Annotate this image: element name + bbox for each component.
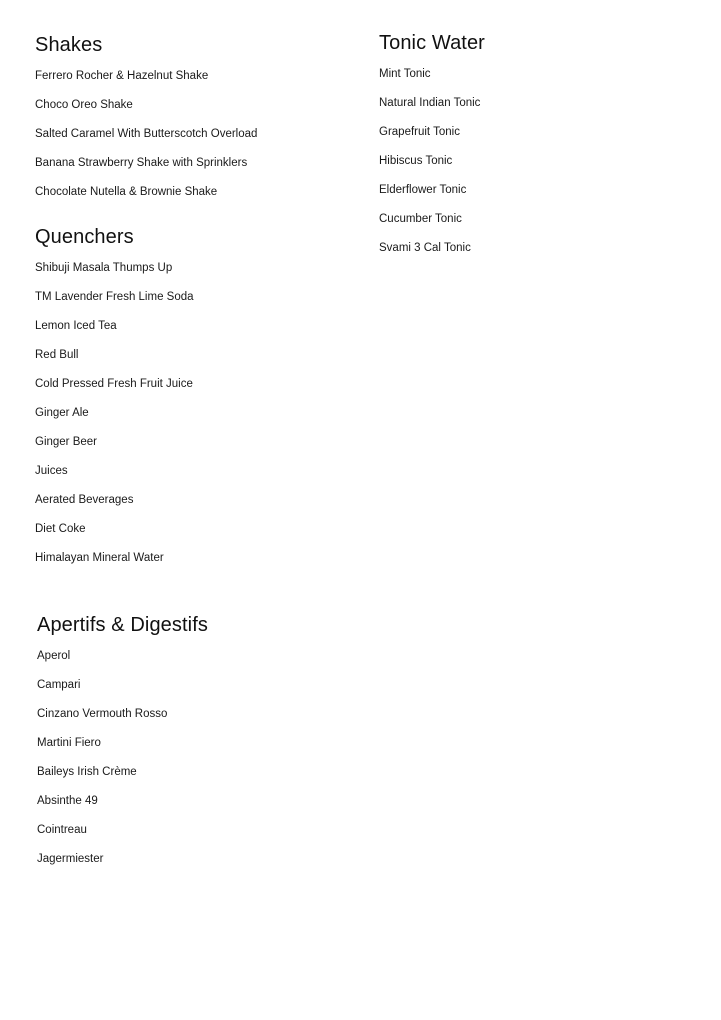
menu-item: Banana Strawberry Shake with Sprinklers <box>35 157 248 169</box>
quenchers-section <box>35 225 194 580</box>
menu-item: Ferrero Rocher & Hazelnut Shake <box>35 70 209 82</box>
menu-list <box>35 261 194 580</box>
menu-item: Elderflower Tonic <box>379 184 467 196</box>
menu-item: Ginger Ale <box>35 407 89 419</box>
menu-item: Shibuji Masala Thumps Up <box>35 262 173 274</box>
menu-item: Ginger Beer <box>35 436 98 448</box>
menu-item: Svami 3 Cal Tonic <box>379 242 471 254</box>
section-title: Apertifs & Digestifs <box>37 614 208 636</box>
menu-item: Cucumber Tonic <box>379 213 462 225</box>
menu-item: Baileys Irish Crème <box>37 766 137 778</box>
tonic-water-section <box>379 31 485 270</box>
section-title: Shakes <box>35 34 103 56</box>
menu-item: Diet Coke <box>35 523 86 535</box>
menu-item: Cointreau <box>37 824 87 836</box>
apertifs-digestifs-section <box>37 613 208 881</box>
menu-item: Juices <box>35 465 68 477</box>
menu-item: Salted Caramel With Butterscotch Overload <box>35 128 258 140</box>
menu-item: Cinzano Vermouth Rosso <box>37 708 168 720</box>
menu-item: Grapefruit Tonic <box>379 126 460 138</box>
section-title: Quenchers <box>35 226 134 248</box>
menu-item: Martini Fiero <box>37 737 101 749</box>
menu-item: Aperol <box>37 650 71 662</box>
menu-item: Hibiscus Tonic <box>379 155 453 167</box>
menu-item: Cold Pressed Fresh Fruit Juice <box>35 378 193 390</box>
menu-item: Chocolate Nutella & Brownie Shake <box>35 186 218 198</box>
shakes-section <box>35 33 257 214</box>
menu-item: Absinthe 49 <box>37 795 98 807</box>
menu-item: TM Lavender Fresh Lime Soda <box>35 291 194 303</box>
menu-item: Himalayan Mineral Water <box>35 552 164 564</box>
section-title: Tonic Water <box>379 32 485 54</box>
menu-item: Choco Oreo Shake <box>35 99 133 111</box>
menu-item: Aerated Beverages <box>35 494 134 506</box>
menu-list <box>37 649 208 881</box>
menu-list <box>35 69 257 214</box>
menu-item: Mint Tonic <box>379 68 431 80</box>
menu-list <box>379 67 485 270</box>
menu-item: Red Bull <box>35 349 79 361</box>
menu-item: Campari <box>37 679 81 691</box>
menu-item: Jagermiester <box>37 853 104 865</box>
menu-item: Lemon Iced Tea <box>35 320 117 332</box>
menu-item: Natural Indian Tonic <box>379 97 481 109</box>
